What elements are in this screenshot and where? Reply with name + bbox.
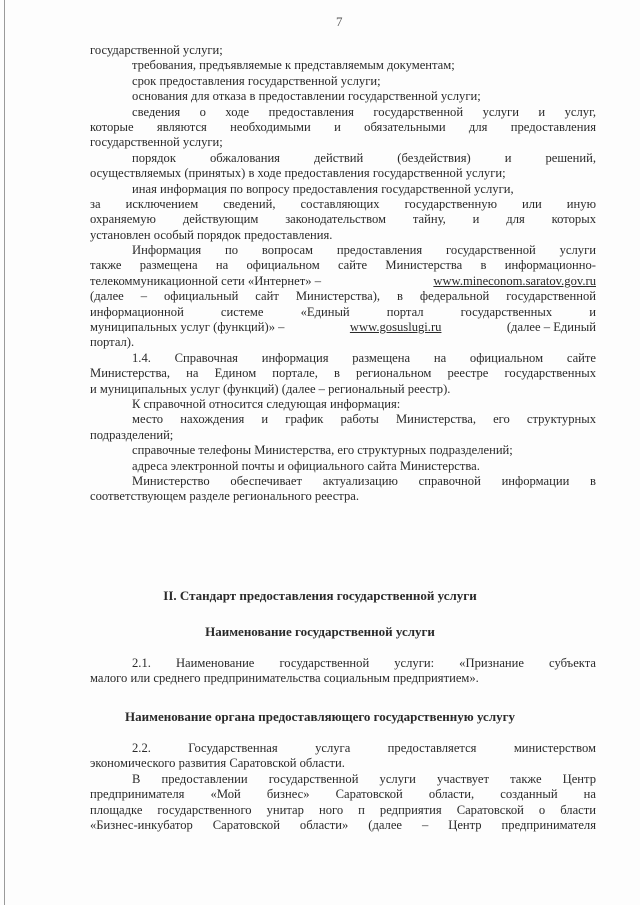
- text-line: Министерства, на Едином портале, в региональном реестре государственных: [90, 366, 596, 381]
- text-line: 1.4. Справочная информация размещена на официальном сайте: [132, 350, 596, 365]
- text-line: место нахождения и график работы Министерства, его структурных: [132, 412, 596, 427]
- text-line: за исключением сведений, составляющих государственную или иную: [90, 196, 596, 211]
- text-line: адреса электронной почты и официального сайта Министерства.: [132, 458, 480, 473]
- text-line: и муниципальных услуг (функций) (далее – региональный реестр).: [90, 381, 451, 396]
- text-line: иная информация по вопросу предоставления государственной услуги,: [132, 181, 514, 196]
- text-line: портал).: [90, 335, 135, 350]
- text-line: срок предоставления государственной услуги;: [132, 73, 381, 88]
- text-block-1: [90, 43, 596, 505]
- text-line: сведения о ходе предоставления государственной услуги и услуг,: [132, 104, 596, 119]
- text-line: охраняемую действующим законодательством тайну, и для которых: [90, 212, 596, 227]
- subsection-heading: Наименование органа предоставляющего государственную услугу: [124, 709, 516, 724]
- text-line: предпринимателя «Мой бизнес» Саратовской области, созданный на: [90, 787, 596, 802]
- text-line: справочные телефоны Министерства, его структурных подразделений;: [132, 443, 513, 458]
- gosuslugi-link[interactable]: www.gosuslugi.ru: [349, 320, 442, 335]
- text-line: которые являются необходимыми и обязательными для предоставления: [90, 119, 596, 134]
- text-line: информационной системе «Единый портал государственных и: [90, 304, 596, 319]
- text-line: государственной услуги;: [90, 135, 223, 150]
- text-line: также размещена на официальном сайте Министерства в информационно-: [90, 258, 596, 273]
- text-line: Министерство обеспечивает актуализацию справочной информации в: [132, 473, 596, 488]
- text-line: экономического развития Саратовской области.: [90, 756, 345, 771]
- subsection-heading: Наименование государственной услуги: [205, 624, 435, 639]
- text-line: площадке государственного унитар ного п редприятия Саратовской о бласти: [90, 802, 596, 817]
- text-line: 2.2. Государственная услуга предоставляется министерством: [132, 741, 596, 755]
- text-line: К справочной относится следующая информация:: [132, 396, 401, 411]
- section-heading: II. Стандарт предоставления государственной услуги: [163, 588, 477, 603]
- text-line: малого или среднего предпринимательства социальным предприятием».: [90, 671, 479, 686]
- paragraph-2-1: [90, 656, 596, 687]
- text-fragment: муниципальных услуг (функций)» –: [90, 320, 285, 335]
- ministry-site-link[interactable]: www.mineconom.saratov.gov.ru: [433, 273, 596, 288]
- text-line: осуществляемых (принятых) в ходе предоставления государственной услуги;: [90, 166, 506, 181]
- text-line: В предоставлении государственной услуги участвует также Центр: [132, 771, 596, 786]
- text-line: подразделений;: [90, 427, 174, 442]
- text-line: государственной услуги;: [90, 43, 223, 57]
- scan-edge-line: [4, 0, 5, 905]
- text-line: [90, 274, 596, 289]
- page-number: 7: [336, 14, 343, 29]
- text-line: 2.1. Наименование государственной услуги: «Признание субъекта: [132, 656, 596, 670]
- paragraph-2-2: [90, 741, 596, 833]
- text-line: требования, предъявляемые к представляемым документам;: [132, 58, 455, 73]
- text-line: установлен особый порядок предоставления.: [90, 227, 333, 242]
- text-fragment: телекоммуникационной сети «Интернет» –: [90, 273, 321, 288]
- text-line: (далее – официальный сайт Министерства), в федеральной государственной: [90, 289, 596, 304]
- text-line: основания для отказа в предоставлении государственной услуги;: [132, 89, 481, 104]
- text-line: [90, 320, 596, 335]
- text-line: «Бизнес-инкубатор Саратовской области» (далее – Центр предпринимателя: [90, 817, 596, 832]
- text-fragment: (далее – Единый: [506, 320, 596, 335]
- text-line: Информация по вопросам предоставления государственной услуги: [132, 243, 596, 258]
- text-line: порядок обжалования действий (бездействия) и решений,: [132, 150, 596, 165]
- text-line: соответствующем разделе регионального реестра.: [90, 489, 359, 504]
